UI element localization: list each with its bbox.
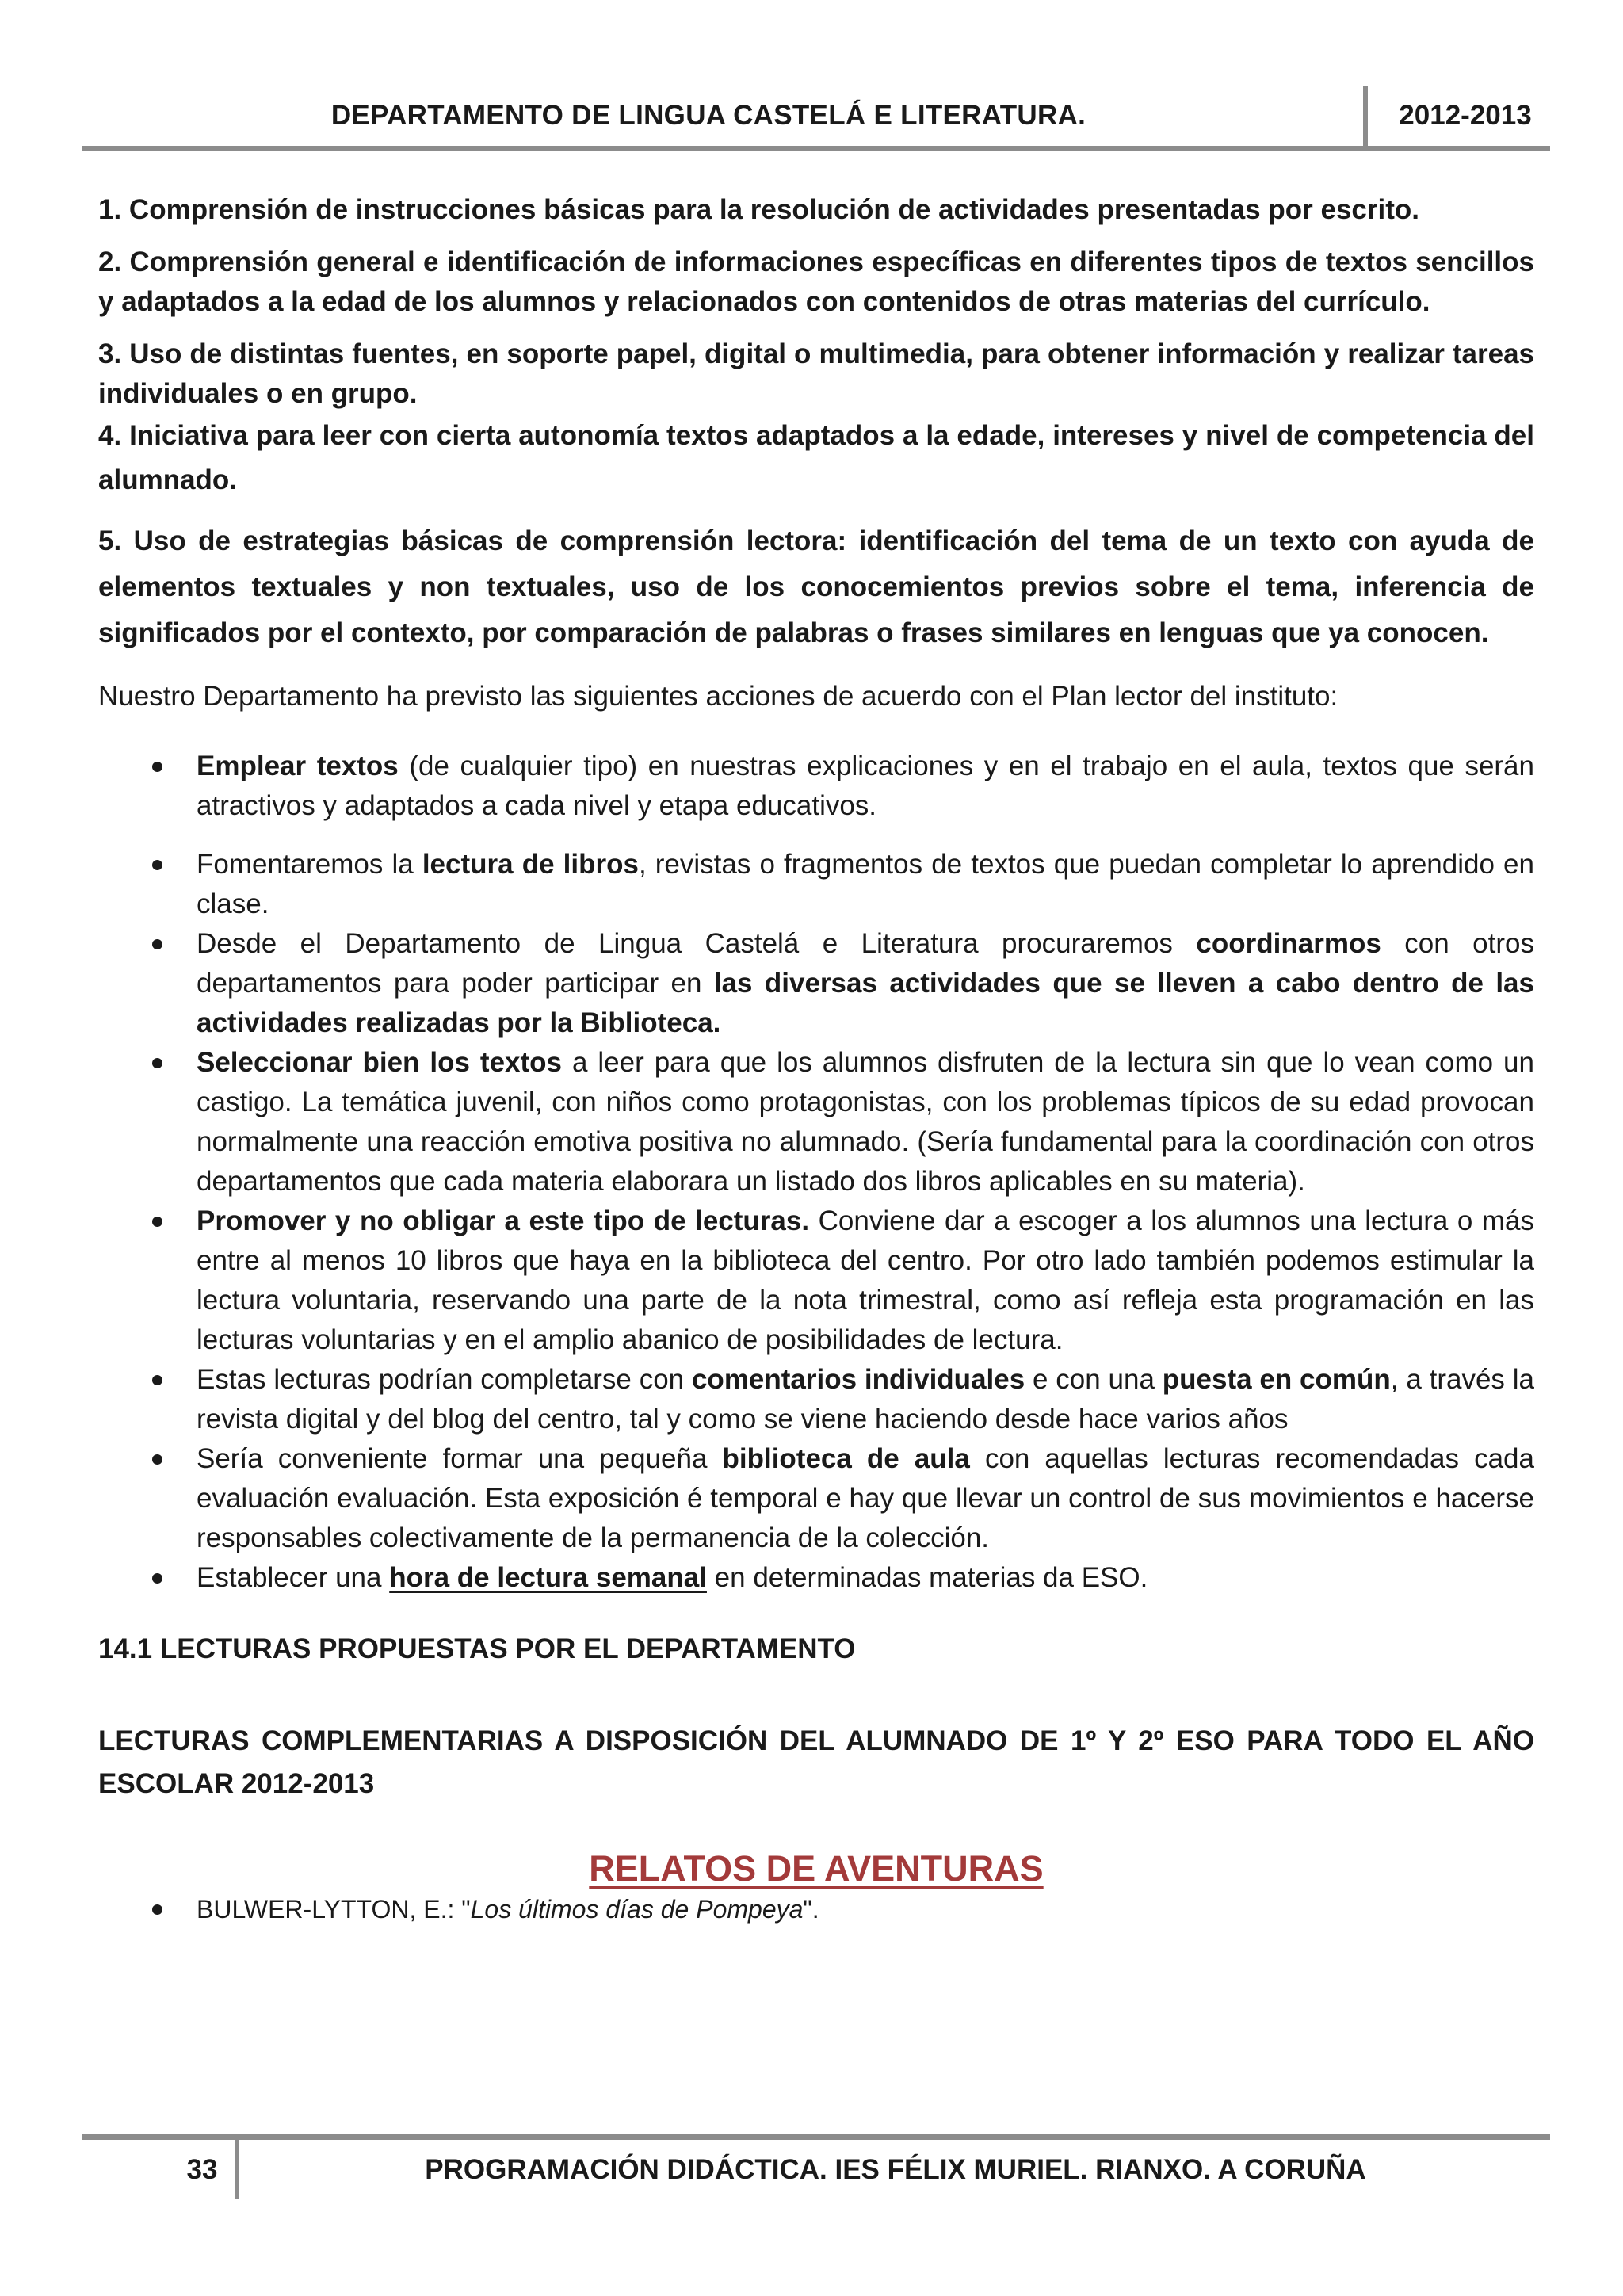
list-item — [98, 1043, 1534, 1201]
section-title: 14.1 LECTURAS PROPUESTAS POR EL DEPARTAMENTO — [98, 1633, 856, 1664]
page-header — [82, 95, 1550, 154]
list-item — [98, 845, 1534, 924]
item-text: con otros departamentos para poder participar en — [197, 928, 1534, 999]
bold-phrase: biblioteca de aula — [722, 1443, 970, 1474]
numbered-item-2: 2. Comprensión general e identificación de informaciones específicas en diferentes tipos de textos sencillos y adaptados a la edad de los alumnos y relacionados con contenidos de otras materias del currículo. — [98, 246, 1534, 317]
footer-divider — [235, 2140, 239, 2199]
bold-phrase: lectura de libros — [422, 849, 639, 880]
bold-underlined-phrase: hora de lectura semanal — [389, 1562, 707, 1593]
book-title: Los últimos días de Pompeya — [470, 1895, 804, 1924]
header-rule — [82, 146, 1550, 151]
numbered-item-1: 1. Comprensión de instrucciones básicas para la resolución de actividades presentadas por escrito. — [98, 194, 1419, 225]
item-text: Sería conveniente formar una pequeña — [197, 1443, 723, 1474]
bold-phrase: comentarios individuales — [691, 1364, 1025, 1395]
item-text: Conviene dar a escoger a los alumnos una lectura o más entre al menos 10 libros que haya en la biblioteca del centro. Por otro lado también podemos estimular la lectura voluntaria, reservando una parte de la nota trimestral, como así refleja esta programación en las lecturas voluntarias y en el amplio abanico de posibilidades de lectura. — [197, 1205, 1534, 1355]
intro-paragraph: Nuestro Departamento ha previsto las siguientes acciones de acuerdo con el Plan lector del instituto: — [98, 681, 1338, 712]
list-item — [98, 924, 1534, 1043]
item-text: con aquellas lecturas recomendadas cada evaluación evaluación. Esta exposición é temporal e hay que llevar un control de sus movimientos e hacerse responsables colectivamente de la permanencia de la colección. — [197, 1443, 1534, 1553]
header-year: 2012-2013 — [1399, 100, 1532, 131]
bullet-icon — [152, 1904, 162, 1915]
book-list — [98, 1889, 1534, 1929]
bullet-icon — [152, 1058, 162, 1068]
item-text: Establecer una — [197, 1562, 390, 1593]
bold-phrase: Emplear textos — [197, 751, 399, 781]
footer-rule — [82, 2134, 1550, 2140]
bullet-icon — [152, 1375, 162, 1385]
numbered-item-5: 5. Uso de estrategias básicas de comprensión lectora: identificación del tema de un texto con ayuda de elementos textuales y non textuales, uso de los conocemientos previos sobre el tema, inferencia de significados por el contexto, por comparación de palabras o frases similares en lenguas que ya conocen. — [98, 525, 1534, 648]
page-content — [98, 190, 1534, 1929]
book-punctuation: ". — [803, 1895, 819, 1924]
list-item — [98, 1201, 1534, 1360]
bold-phrase: coordinarmos — [1196, 928, 1381, 959]
header-divider — [1363, 86, 1368, 146]
bold-phrase: Seleccionar bien los textos — [197, 1047, 562, 1078]
page-number: 33 — [186, 2154, 218, 2185]
actions-list — [98, 747, 1534, 1598]
item-text: en determinadas materias da ESO. — [706, 1562, 1148, 1593]
bullet-icon — [152, 1217, 162, 1227]
item-text: , revistas o fragmentos de textos que puedan completar lo aprendido en clase. — [197, 849, 1534, 919]
list-item — [98, 1360, 1534, 1439]
numbered-item-3: 3. Uso de distintas fuentes, en soporte papel, digital o multimedia, para obtener información y realizar tareas individuales o en grupo. — [98, 338, 1534, 409]
bullet-icon — [152, 1454, 162, 1465]
list-item — [98, 747, 1534, 826]
category-heading: RELATOS DE AVENTURAS — [589, 1848, 1044, 1889]
bullet-icon — [152, 860, 162, 870]
item-text: , a través la revista digital y del blog del centro, tal y como se viene haciendo desde hace varios años — [197, 1364, 1534, 1435]
item-text: Estas lecturas podrían completarse con — [197, 1364, 692, 1395]
bullet-icon — [152, 939, 162, 949]
item-text: (de cualquier tipo) en nuestras explicaciones y en el trabajo en el aula, textos que serán atractivos y adaptados a cada nivel y etapa educativos. — [197, 751, 1534, 821]
bold-phrase: las diversas actividades que se lleven a cabo dentro de las actividades realizadas por la Biblioteca. — [197, 968, 1534, 1038]
bold-phrase: Promover y no obligar a este tipo de lecturas. — [197, 1205, 810, 1236]
item-text: e con una — [1025, 1364, 1163, 1395]
item-text: a leer para que los alumnos disfruten de la lectura sin que lo vean como un castigo. La temática juvenil, con niños como protagonistas, con los problemas típicos de su edad provocan normalmente una reacción emotiva positiva no alumnado. (Sería fundamental para la coordinación con otros departamentos que cada materia elaborara un listado dos libros aplicables en su materia). — [197, 1047, 1534, 1197]
item-text: Desde el Departamento de Lingua Castelá e Literatura procuraremos — [197, 928, 1197, 959]
numbered-item-4: 4. Iniciativa para leer con cierta autonomía textos adaptados a la edade, intereses y nivel de competencia del alumnado. — [98, 420, 1534, 495]
list-item — [98, 1558, 1534, 1598]
bold-phrase: puesta en común — [1162, 1364, 1391, 1395]
list-item — [98, 1439, 1534, 1558]
book-author: BULWER-LYTTON, E.: " — [197, 1895, 471, 1924]
bullet-icon — [152, 1573, 162, 1584]
header-title: DEPARTAMENTO DE LINGUA CASTELÁ E LITERATURA. — [330, 100, 1086, 131]
footer-title: PROGRAMACIÓN DIDÁCTICA. IES FÉLIX MURIEL. RIANXO. A CORUÑA — [425, 2154, 1366, 2185]
bullet-icon — [152, 762, 162, 772]
item-text: Fomentaremos la — [197, 849, 422, 880]
list-item — [98, 1889, 1534, 1929]
subsection-title: LECTURAS COMPLEMENTARIAS A DISPOSICIÓN DEL ALUMNADO DE 1º Y 2º ESO PARA TODO EL AÑO ESCOLAR 2012-2013 — [98, 1725, 1534, 1799]
